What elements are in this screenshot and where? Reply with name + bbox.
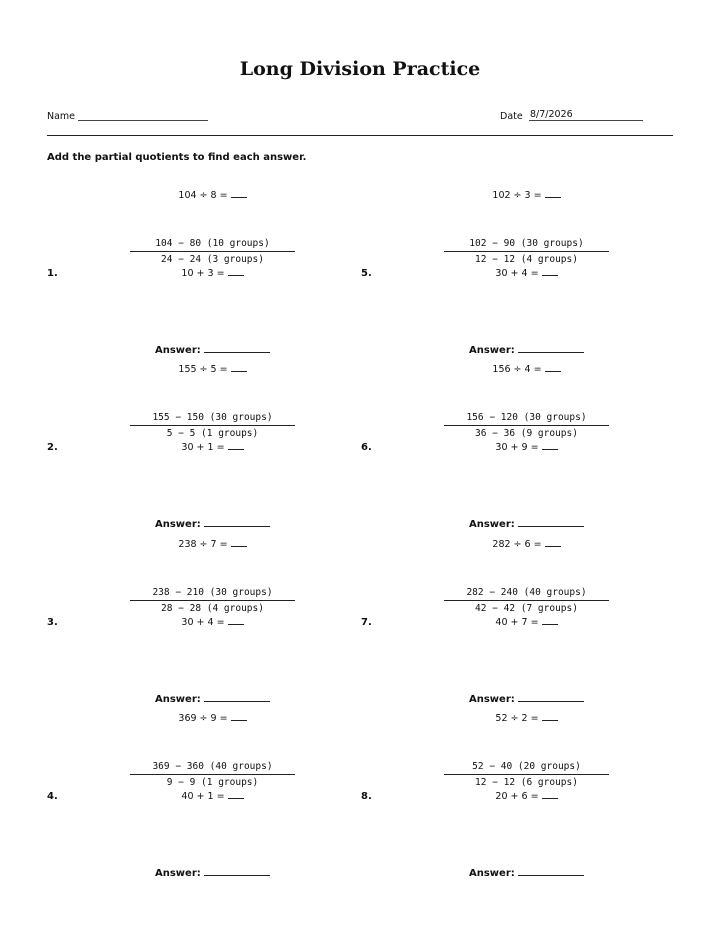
answer-row: Answer: <box>155 515 270 530</box>
problem-number: 3. <box>47 617 58 628</box>
partial-step-1: 238 − 210 (30 groups) <box>130 587 295 601</box>
quotient-blank[interactable] <box>231 362 247 372</box>
quotient-blank[interactable] <box>542 711 558 721</box>
partial-step-2: 36 − 36 (9 groups) <box>475 428 578 439</box>
problem-number: 6. <box>361 442 372 453</box>
partial-step-1: 369 − 360 (40 groups) <box>130 761 295 775</box>
answer-row: Answer: <box>469 864 584 879</box>
problem-2 <box>47 362 357 536</box>
problem-number: 8. <box>361 791 372 802</box>
division-equation: 104 ÷ 8 = <box>130 188 295 201</box>
partial-step-1: 155 − 150 (30 groups) <box>130 412 295 426</box>
answer-row: Answer: <box>469 515 584 530</box>
answer-blank[interactable] <box>518 690 584 702</box>
partial-step-2: 24 − 24 (3 groups) <box>161 254 264 265</box>
division-equation: 52 ÷ 2 = <box>444 711 609 724</box>
partial-step-2: 12 − 12 (6 groups) <box>475 777 578 788</box>
problem-number: 4. <box>47 791 58 802</box>
partial-sum: 20 + 6 = <box>444 789 609 802</box>
problem-6 <box>361 362 671 536</box>
division-equation: 238 ÷ 7 = <box>130 537 295 550</box>
answer-blank[interactable] <box>204 515 270 527</box>
partial-sum: 10 + 3 = <box>130 266 295 279</box>
partial-sum: 40 + 7 = <box>444 615 609 628</box>
header-divider <box>47 135 673 136</box>
answer-row: Answer: <box>469 690 584 705</box>
partial-step-1: 52 − 40 (20 groups) <box>444 761 609 775</box>
quotient-blank[interactable] <box>231 711 247 721</box>
partial-sum: 30 + 4 = <box>444 266 609 279</box>
sum-blank[interactable] <box>542 615 558 625</box>
name-field[interactable] <box>78 120 208 121</box>
division-equation: 155 ÷ 5 = <box>130 362 295 375</box>
partial-sum: 30 + 1 = <box>130 440 295 453</box>
partial-step-1: 102 − 90 (30 groups) <box>444 238 609 252</box>
problem-4 <box>47 711 357 885</box>
quotient-blank[interactable] <box>231 188 247 198</box>
division-equation: 369 ÷ 9 = <box>130 711 295 724</box>
division-equation: 102 ÷ 3 = <box>444 188 609 201</box>
answer-row: Answer: <box>155 341 270 356</box>
answer-blank[interactable] <box>204 864 270 876</box>
answer-blank[interactable] <box>518 864 584 876</box>
partial-step-1: 282 − 240 (40 groups) <box>444 587 609 601</box>
sum-blank[interactable] <box>542 440 558 450</box>
sum-blank[interactable] <box>542 789 558 799</box>
partial-step-2: 12 − 12 (4 groups) <box>475 254 578 265</box>
sum-blank[interactable] <box>228 615 244 625</box>
quotient-blank[interactable] <box>231 537 247 547</box>
problem-5 <box>361 188 671 362</box>
answer-row: Answer: <box>155 690 270 705</box>
date-label: Date <box>500 111 523 122</box>
problem-number: 5. <box>361 268 372 279</box>
answer-blank[interactable] <box>204 341 270 353</box>
problem-7 <box>361 537 671 711</box>
partial-step-1: 104 − 80 (10 groups) <box>130 238 295 252</box>
answer-blank[interactable] <box>204 690 270 702</box>
quotient-blank[interactable] <box>545 188 561 198</box>
partial-step-2: 9 − 9 (1 groups) <box>166 777 259 788</box>
name-label: Name <box>47 111 76 122</box>
partial-step-1: 156 − 120 (30 groups) <box>444 412 609 426</box>
sum-blank[interactable] <box>228 266 244 276</box>
problem-3 <box>47 537 357 711</box>
sum-blank[interactable] <box>228 789 244 799</box>
instructions: Add the partial quotients to find each answer. <box>47 152 307 163</box>
sum-blank[interactable] <box>542 266 558 276</box>
problem-8 <box>361 711 671 885</box>
partial-step-2: 42 − 42 (7 groups) <box>475 603 578 614</box>
sum-blank[interactable] <box>228 440 244 450</box>
partial-step-2: 28 − 28 (4 groups) <box>161 603 264 614</box>
answer-row: Answer: <box>155 864 270 879</box>
problem-number: 2. <box>47 442 58 453</box>
quotient-blank[interactable] <box>545 362 561 372</box>
page-title: Long Division Practice <box>239 58 481 80</box>
partial-sum: 30 + 4 = <box>130 615 295 628</box>
problem-number: 7. <box>361 617 372 628</box>
partial-step-2: 5 − 5 (1 groups) <box>166 428 259 439</box>
division-equation: 156 ÷ 4 = <box>444 362 609 375</box>
answer-blank[interactable] <box>518 515 584 527</box>
answer-row: Answer: <box>469 341 584 356</box>
partial-sum: 40 + 1 = <box>130 789 295 802</box>
answer-blank[interactable] <box>518 341 584 353</box>
division-equation: 282 ÷ 6 = <box>444 537 609 550</box>
problem-1 <box>47 188 357 362</box>
quotient-blank[interactable] <box>545 537 561 547</box>
partial-sum: 30 + 9 = <box>444 440 609 453</box>
date-field[interactable]: 8/7/2026 <box>529 109 643 121</box>
problem-number: 1. <box>47 268 58 279</box>
